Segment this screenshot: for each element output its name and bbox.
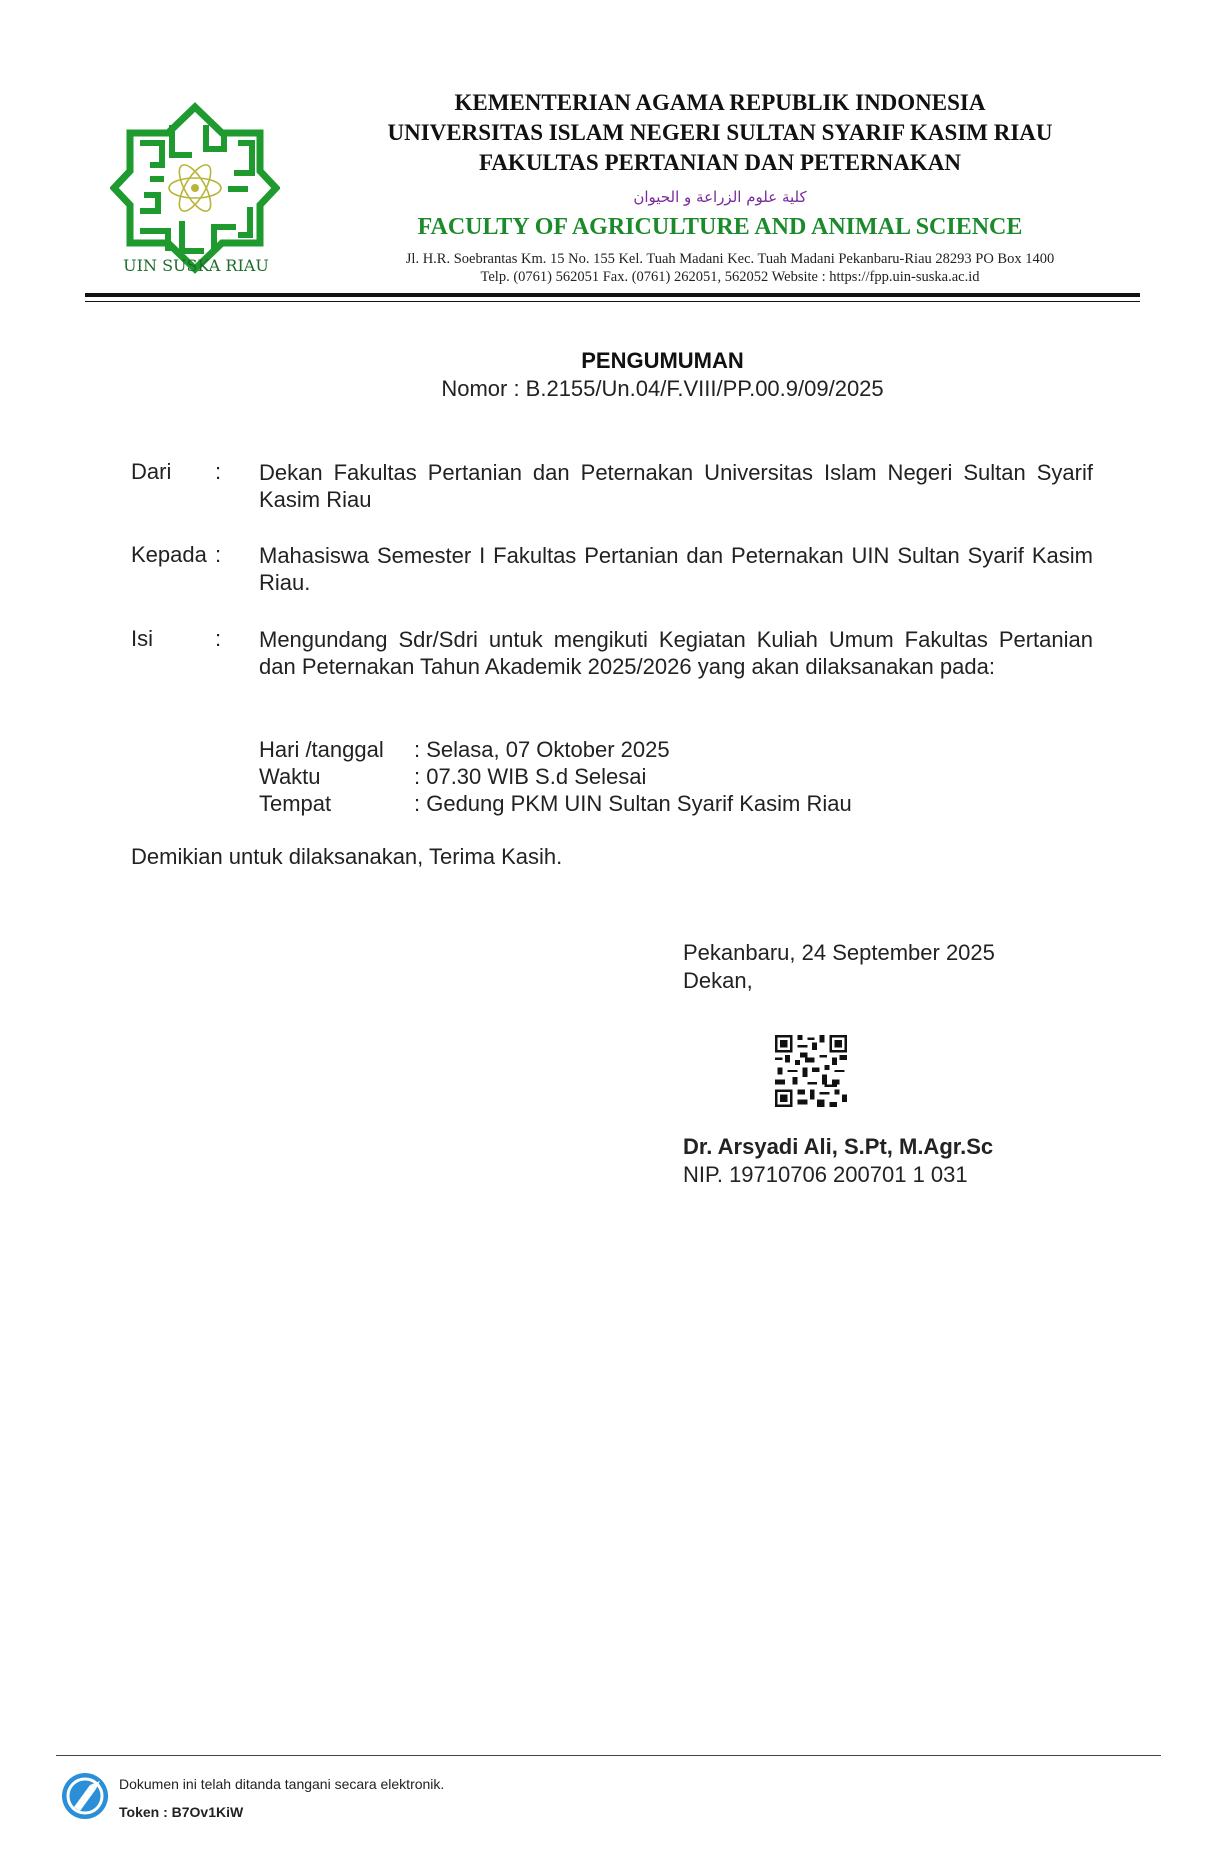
from-value: Dekan Fakultas Pertanian dan Peternakan Universitas Islam Negeri Sultan Syarif Kasim Riau (259, 460, 1093, 512)
announcement-title: PENGUMUMAN (581, 348, 744, 373)
footer-divider (56, 1755, 1161, 1756)
signatory-nip: NIP. 19710706 200701 1 031 (683, 1162, 968, 1187)
faculty-name-arabic: كلية علوم الزراعة و الحيوان (633, 188, 807, 206)
detail-value-time: : 07.30 WIB S.d Selesai (414, 764, 647, 789)
bsre-signature-icon (60, 1771, 110, 1821)
letterhead-divider-thick (85, 293, 1140, 297)
from-colon: : (215, 459, 222, 484)
from-label: Dari (131, 459, 172, 484)
content-value: Mengundang Sdr/Sdri untuk mengikuti Kegiatan Kuliah Umum Fakultas Pertanian dan Peternakan Tahun Akademik 2025/2026 yang akan dilaksanakan pada: (259, 627, 1093, 679)
address-line-2: Telp. (0761) 562051 Fax. (0761) 262051, 562052 Website : https://fpp.uin-suska.ac.id (480, 269, 980, 285)
faculty-name: FAKULTAS PERTANIAN DAN PETERNAKAN (478, 150, 962, 175)
detail-value-date: : Selasa, 07 Oktober 2025 (414, 737, 670, 762)
address-line-1: Jl. H.R. Soebrantas Km. 15 No. 155 Kel. Tuah Madani Kec. Tuah Madani Pekanbaru-Riau 28293 PO Box 1400 (405, 251, 1055, 267)
signature-role: Dekan, (683, 968, 753, 993)
logo-caption: UIN SUSKA RIAU (123, 256, 269, 275)
announcement-number: Nomor : B.2155/Un.04/F.VIII/PP.00.9/09/2025 (441, 376, 884, 401)
footer-esign-note: Dokumen ini telah ditanda tangani secara elektronik. (119, 1776, 445, 1792)
detail-label-time: Waktu (259, 764, 321, 789)
faculty-name-english: FACULTY OF AGRICULTURE AND ANIMAL SCIENCE (417, 214, 1023, 240)
signature-place-date: Pekanbaru, 24 September 2025 (683, 940, 995, 965)
university-name: UNIVERSITAS ISLAM NEGERI SULTAN SYARIF KASIM RIAU (387, 120, 1053, 145)
qr-code-icon (775, 1035, 847, 1107)
letterhead-divider-thin (85, 301, 1140, 302)
faculty-address (330, 250, 1130, 286)
to-value: Mahasiswa Semester I Fakultas Pertanian dan Peternakan UIN Sultan Syarif Kasim Riau. (259, 543, 1093, 595)
detail-label-place: Tempat (259, 791, 332, 816)
signatory-name: Dr. Arsyadi Ali, S.Pt, M.Agr.Sc (683, 1134, 994, 1159)
to-colon: : (215, 542, 222, 567)
to-label: Kepada (131, 542, 207, 567)
detail-label-date: Hari /tanggal (259, 737, 384, 762)
content-colon: : (215, 626, 222, 651)
footer-token: Token : B7Ov1KiW (119, 1804, 244, 1820)
closing-sentence: Demikian untuk dilaksanakan, Terima Kasih. (131, 844, 563, 869)
detail-value-place: : Gedung PKM UIN Sultan Syarif Kasim Riau (414, 791, 852, 816)
ministry-name: KEMENTERIAN AGAMA REPUBLIK INDONESIA (454, 90, 986, 115)
content-label: Isi (131, 626, 153, 651)
